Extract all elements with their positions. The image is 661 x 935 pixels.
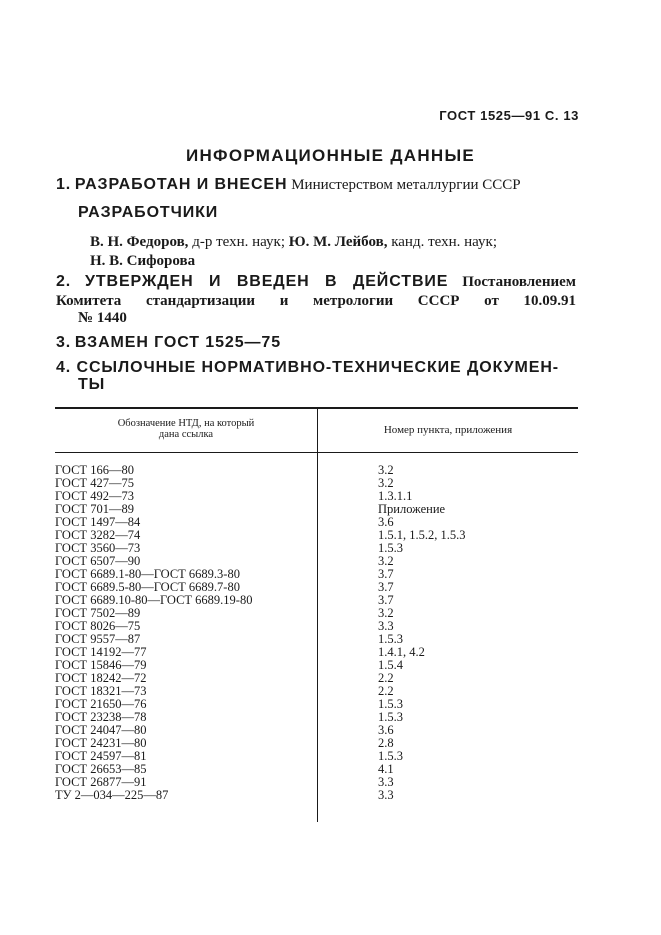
author-2-name: Ю. М. Лейбов,	[288, 234, 388, 250]
cell-ref: 2.2	[378, 684, 394, 698]
cell-ref: 1.5.1, 1.5.2, 1.5.3	[378, 528, 466, 542]
cell-ref: 2.2	[378, 671, 394, 685]
cell-ntd: ГОСТ 3560—73	[55, 541, 141, 555]
cell-ref: 3.6	[378, 723, 394, 737]
cell-ntd: ГОСТ 6689.1-80—ГОСТ 6689.3-80	[55, 567, 240, 581]
cell-ref: 3.3	[378, 788, 394, 802]
cell-ref: 1.5.3	[378, 749, 403, 763]
item-1-number: 1.	[56, 176, 72, 193]
page-header-doc-ref: ГОСТ 1525—91 С. 13	[439, 108, 579, 123]
cell-ntd: ГОСТ 6507—90	[55, 554, 141, 568]
item-4-caps: ССЫЛОЧНЫЕ НОРМАТИВНО-ТЕХНИЧЕСКИЕ ДОКУМЕН-	[76, 359, 560, 376]
item-2-decree-number: № 1440	[78, 310, 127, 326]
author-1-name: В. Н. Федоров,	[90, 234, 189, 250]
cell-ref: 3.7	[378, 580, 394, 594]
table-body	[55, 464, 578, 802]
author-2-title: канд. техн. наук;	[391, 234, 498, 250]
cell-ntd: ГОСТ 8026—75	[55, 619, 141, 633]
item-1-text: Министерством металлургии СССР	[291, 177, 521, 193]
cell-ntd: ГОСТ 24597—81	[55, 749, 147, 763]
cell-ntd: ГОСТ 492—73	[55, 489, 134, 503]
item-approved	[56, 272, 576, 311]
item-2-number: 2.	[56, 273, 72, 290]
cell-ntd: ГОСТ 21650—76	[55, 697, 147, 711]
cell-ref: 1.5.3	[378, 541, 403, 555]
column-header-ref: Номер пункта, приложения	[383, 424, 513, 436]
cell-ntd: ГОСТ 427—75	[55, 476, 134, 490]
cell-ref: 3.7	[378, 567, 394, 581]
cell-ref: 1.3.1.1	[378, 489, 413, 503]
author-1-title: д-р техн. наук;	[192, 234, 285, 250]
cell-ntd: ГОСТ 24047—80	[55, 723, 147, 737]
cell-ntd: ГОСТ 6689.10-80—ГОСТ 6689.19-80	[55, 593, 253, 607]
item-referenced-docs	[56, 358, 576, 378]
cell-ntd: ГОСТ 23238—78	[55, 710, 147, 724]
cell-ref: 1.5.3	[378, 697, 403, 711]
cell-ntd: ГОСТ 15846—79	[55, 658, 147, 672]
cell-ntd: ГОСТ 701—89	[55, 502, 134, 516]
cell-ntd: ГОСТ 166—80	[55, 463, 134, 477]
cell-ref: 1.5.3	[378, 632, 403, 646]
cell-ntd: ГОСТ 18242—72	[55, 671, 147, 685]
cell-ref: 3.2	[378, 606, 394, 620]
cell-ref: 3.2	[378, 463, 394, 477]
item-3-caps: ВЗАМЕН ГОСТ 1525—75	[74, 334, 281, 351]
cell-ref: 3.6	[378, 515, 394, 529]
cell-ntd: ГОСТ 14192—77	[55, 645, 147, 659]
cell-ref: 3.7	[378, 593, 394, 607]
cell-ntd: ГОСТ 26653—85	[55, 762, 147, 776]
column-header-ntd-line-1: Обозначение НТД, на который	[117, 418, 255, 429]
cell-ref: 3.2	[378, 554, 394, 568]
cell-ref: 3.3	[378, 619, 394, 633]
cell-ref: 3.3	[378, 775, 394, 789]
cell-ref: 3.2	[378, 476, 394, 490]
cell-ref: 1.4.1, 4.2	[378, 645, 425, 659]
table-row	[55, 789, 578, 802]
developers-list	[90, 233, 590, 271]
section-title: ИНФОРМАЦИОННЫЕ ДАННЫЕ	[185, 146, 476, 165]
cell-ntd: ГОСТ 6689.5-80—ГОСТ 6689.7-80	[55, 580, 240, 594]
item-3-number: 3.	[56, 334, 72, 351]
developers-heading: РАЗРАБОТЧИКИ	[78, 204, 219, 221]
author-3-name: Н. В. Сифорова	[90, 253, 196, 269]
cell-ntd: ГОСТ 3282—74	[55, 528, 141, 542]
cell-ref: 2.8	[378, 736, 394, 750]
cell-ntd: ГОСТ 26877—91	[55, 775, 147, 789]
column-header-ntd	[55, 418, 317, 440]
cell-ntd: ГОСТ 24231—80	[55, 736, 147, 750]
item-replaces	[56, 333, 576, 353]
item-4-tail: ТЫ	[78, 376, 106, 393]
item-1-caps: РАЗРАБОТАН И ВНЕСЕН	[74, 176, 288, 193]
cell-ref: 1.5.3	[378, 710, 403, 724]
cell-ntd: ГОСТ 1497—84	[55, 515, 141, 529]
item-2-text: Постановлением Комитета стандартизации и метрологии СССР от 10.09.91	[56, 274, 576, 309]
item-developed-by	[56, 175, 576, 195]
cell-ref: 1.5.4	[378, 658, 403, 672]
item-2-caps: УТВЕРЖДЕН И ВВЕДЕН В ДЕЙСТВИЕ	[84, 273, 449, 290]
cell-ref: Приложение	[378, 502, 446, 516]
cell-ntd: ГОСТ 18321—73	[55, 684, 147, 698]
cell-ref: 4.1	[378, 762, 394, 776]
cell-ntd: ГОСТ 7502—89	[55, 606, 141, 620]
cell-ntd: ТУ 2—034—225—87	[55, 788, 169, 802]
item-4-number: 4.	[56, 359, 72, 376]
column-header-ntd-line-2: дана ссылка	[158, 429, 214, 440]
cell-ntd: ГОСТ 9557—87	[55, 632, 141, 646]
